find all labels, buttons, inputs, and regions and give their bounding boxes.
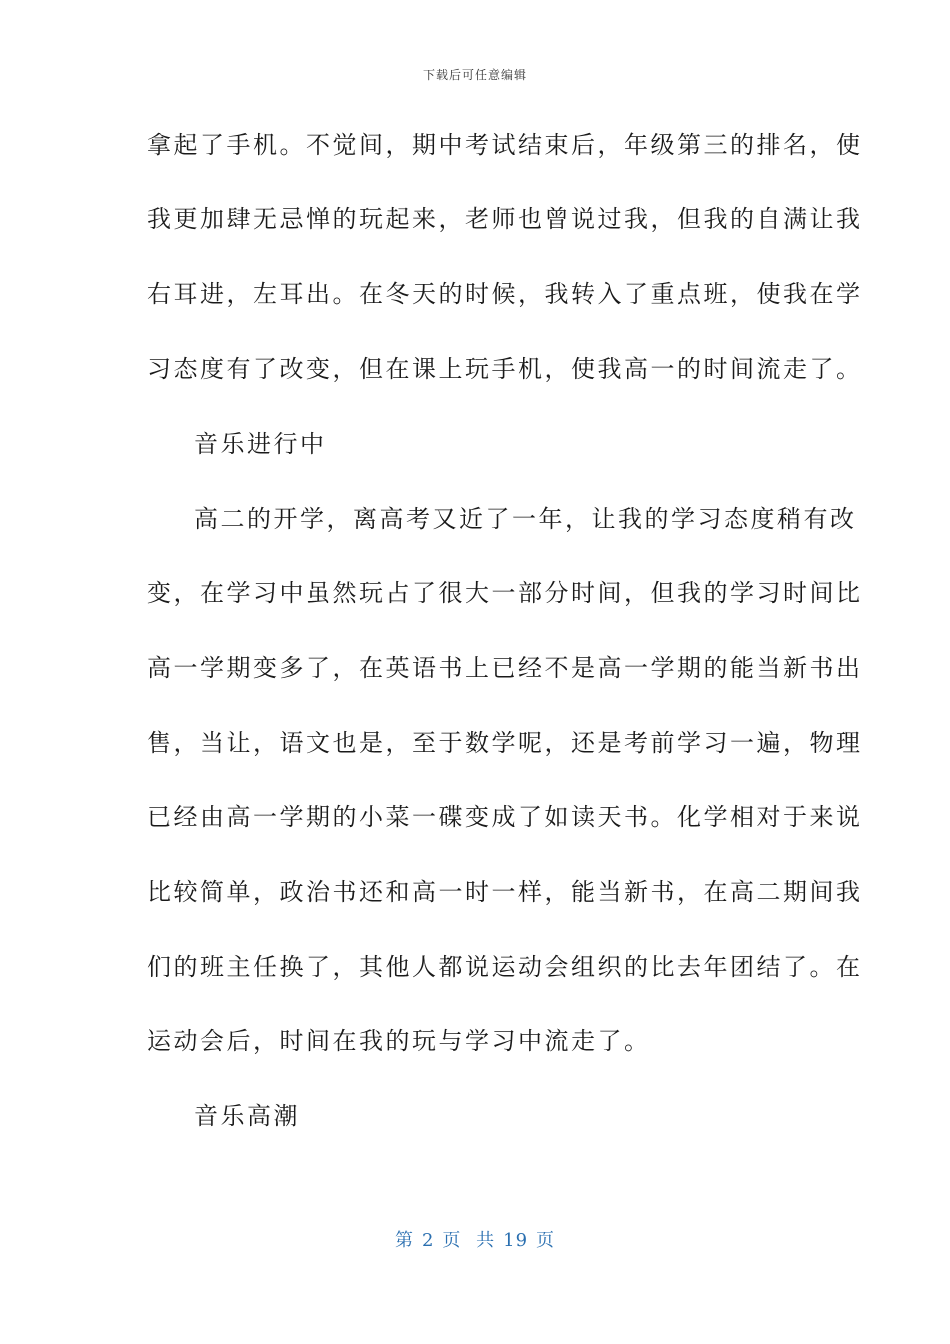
footer-label-mid: 页 共 — [442, 1230, 496, 1251]
body-line: 我更加肆无忌惮的玩起来，老师也曾说过我，但我的自满让我 — [147, 205, 863, 233]
body-line: 运动会后，时间在我的玩与学习中流走了。 — [147, 1027, 651, 1055]
total-pages-number: 19 — [503, 1230, 529, 1251]
footer-label-suffix: 页 — [536, 1230, 556, 1251]
body-line: 习态度有了改变，但在课上玩手机，使我高一的时间流走了。 — [147, 355, 863, 383]
body-line: 变，在学习中虽然玩占了很大一部分时间，但我的学习时间比 — [147, 579, 863, 607]
page-footer — [0, 1226, 950, 1252]
body-line: 比较简单，政治书还和高一时一样，能当新书，在高二期间我 — [147, 878, 863, 906]
section-heading: 音乐高潮 — [194, 1102, 300, 1130]
footer-label-prefix: 第 — [394, 1230, 414, 1251]
current-page-number: 2 — [421, 1230, 435, 1251]
body-line: 售，当让，语文也是，至于数学呢，还是考前学习一遍，物理 — [147, 729, 863, 757]
body-line: 高一学期变多了，在英语书上已经不是高一学期的能当新书出 — [147, 654, 863, 682]
body-line: 们的班主任换了，其他人都说运动会组织的比去年团结了。在 — [147, 953, 863, 981]
page-header: 下载后可任意编辑 — [422, 68, 527, 82]
section-heading: 音乐进行中 — [194, 430, 327, 458]
body-line: 高二的开学，离高考又近了一年，让我的学习态度稍有改 — [194, 505, 857, 533]
body-line: 拿起了手机。不觉间，期中考试结束后，年级第三的排名，使 — [147, 131, 863, 159]
body-line: 右耳进，左耳出。在冬天的时候，我转入了重点班，使我在学 — [147, 280, 863, 308]
body-line: 已经由高一学期的小菜一碟变成了如读天书。化学相对于来说 — [147, 803, 863, 831]
